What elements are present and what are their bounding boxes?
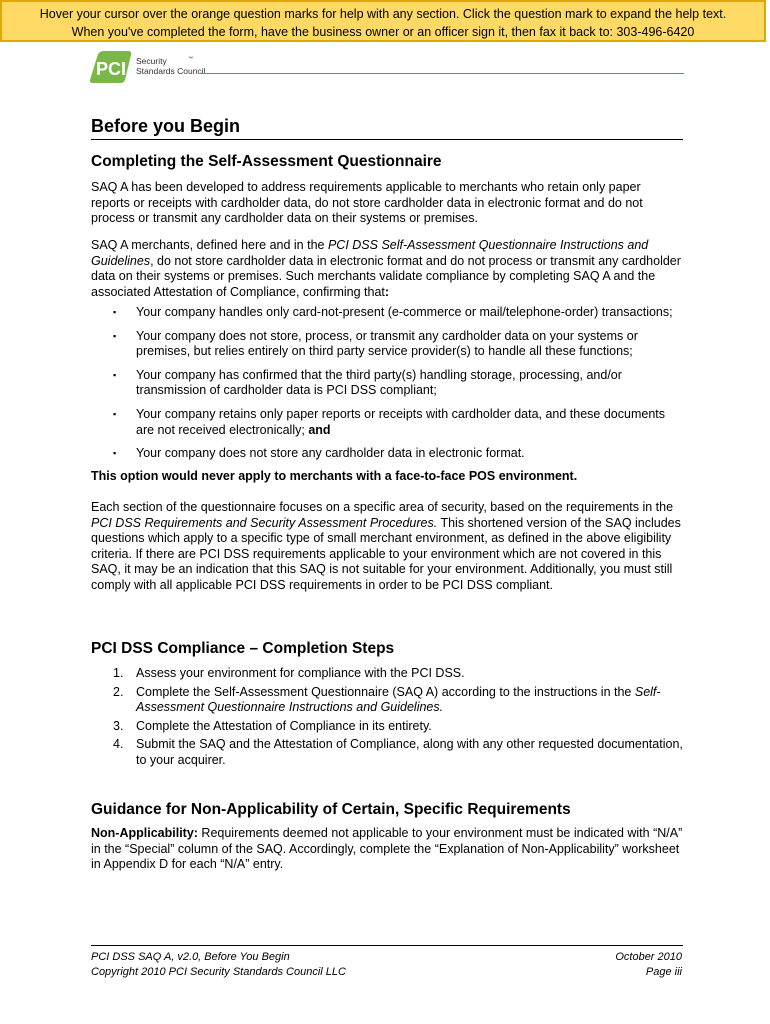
para3-italic: PCI DSS Requirements and Security Assessment Procedures. — [91, 515, 438, 530]
step-number: 2. — [113, 684, 124, 699]
section-heading-completion-steps: PCI DSS Compliance – Completion Steps — [91, 640, 395, 657]
footer-right — [480, 950, 682, 980]
list-item — [91, 719, 683, 735]
logo-line1: Security — [136, 56, 167, 66]
list-item — [91, 305, 683, 321]
step-text: Assess your environment for compliance with the PCI DSS. — [136, 666, 465, 680]
paragraph-non-applicability — [91, 826, 683, 873]
logo-mark: PCI — [96, 59, 127, 79]
paragraph-sections-overview — [91, 500, 683, 594]
logo-line2: Standards Council — [136, 66, 206, 76]
eligibility-list — [91, 305, 683, 470]
list-item — [91, 737, 683, 768]
paragraph-saq-a-merchants — [91, 238, 683, 300]
list-item — [91, 329, 683, 360]
footer-left — [91, 950, 346, 980]
para2-italic: PCI DSS Self-Assessment Questionnaire Instructions and Guidelines — [91, 238, 649, 268]
logo-tm: ™ — [188, 56, 193, 62]
step-number: 4. — [113, 737, 124, 752]
footer-doc-title: PCI DSS SAQ A, v2.0, Before You Begin — [91, 951, 290, 963]
pci-logo — [88, 50, 206, 84]
list-item-bold-and: and — [308, 422, 331, 437]
list-item-text: Your company has confirmed that the third party(s) handling storage, processing, and/or transmission of cardholder data is PCI DSS compliant; — [136, 367, 622, 398]
bullet-mark: ▪ — [113, 307, 117, 317]
step-italic: Self-Assessment Questionnaire Instructions and Guidelines. — [136, 684, 661, 715]
help-banner-line1: Hover your cursor over the orange question marks for help with any section. Click the question mark to expand the help text. — [39, 7, 727, 21]
step-text: Complete the Attestation of Compliance in its entirety. — [136, 718, 432, 733]
list-item — [91, 368, 683, 399]
para3-text-2: This shortened version of the SAQ includes questions which apply to a specific type of small merchant environment, as defined in the above eligibility criteria. If there are PCI DSS requirements applicable to your environment which are not covered in this SAQ, it may be an indication that this SAQ is not suitable for your environment. Additionally, you must still comply with all applicable PCI DSS requirements in order to be PCI DSS compliant. — [91, 515, 681, 592]
list-item-text: Your company retains only paper reports or receipts with cardholder data, and these documents are not received electronically; — [136, 406, 666, 437]
list-item-text: Your company handles only card-not-present (e-commerce or mail/telephone-order) transactions; — [136, 305, 673, 319]
footer-date: October 2010 — [615, 951, 682, 963]
bullet-mark: ▪ — [113, 408, 117, 419]
step-text: Submit the SAQ and the Attestation of Compliance, along with any other requested documentation, to your acquirer. — [136, 737, 683, 767]
footer-page-number: Page iii — [645, 966, 682, 978]
header-rule — [200, 73, 684, 74]
non-applicability-label: Non-Applicability: — [91, 826, 198, 840]
help-banner — [0, 0, 766, 42]
non-applicability-text: Requirements deemed not applicable to your environment must be indicated with “N/A” in the “Special” column of the SAQ. Accordingly, complete the “Explanation of Non-Applicability” worksheet in Appendix D for each “N/A” entry. — [91, 826, 683, 872]
para2-colon: : — [384, 284, 390, 299]
page-title: Before you Begin — [91, 115, 683, 140]
face-to-face-note: This option would never apply to merchants with a face-to-face POS environment. — [91, 469, 578, 483]
help-banner-line2: When you've completed the form, have the business owner or an officer sign it, then fax it back to: 303-496-6420 — [71, 25, 695, 39]
footer-rule — [91, 945, 683, 946]
list-item — [91, 666, 683, 682]
bullet-mark: ▪ — [113, 330, 117, 341]
footer-copyright: Copyright 2010 PCI Security Standards Council LLC — [91, 966, 346, 978]
completion-steps-list — [91, 666, 683, 772]
section-heading-non-applicability: Guidance for Non-Applicability of Certain, Specific Requirements — [91, 801, 571, 818]
step-text: Complete the Self-Assessment Questionnaire (SAQ A) according to the instructions in the — [136, 684, 635, 699]
list-item — [91, 685, 683, 716]
bullet-mark: ▪ — [113, 448, 117, 459]
paragraph-saq-a-intro: SAQ A has been developed to address requirements applicable to merchants who retain only paper reports or receipts with cardholder data, do not store cardholder data in electronic format and do not process or transmit any cardholder data on their systems or premises. — [91, 180, 643, 226]
list-item — [91, 407, 683, 438]
para2-text-2: , do not store cardholder data in electronic format and do not process or transmit any cardholder data on their systems or premises. Such merchants validate compliance by completing SAQ A and the associated Attestation of Compliance, confirming that — [91, 253, 681, 299]
list-item-text: Your company does not store, process, or transmit any cardholder data on your systems or premises, but relies entirely on third party service provider(s) to handle all these functions; — [136, 328, 638, 359]
para2-text-1: SAQ A merchants, defined here and in the — [91, 238, 328, 252]
bullet-mark: ▪ — [113, 369, 117, 380]
section-heading-completing: Completing the Self-Assessment Questionnaire — [91, 153, 442, 170]
list-item-text: Your company does not store any cardholder data in electronic format. — [136, 446, 525, 461]
list-item — [91, 446, 683, 462]
step-number: 1. — [113, 666, 124, 680]
step-number: 3. — [113, 718, 124, 733]
para3-text-1: Each section of the questionnaire focuses on a specific area of security, based on the requirements in the — [91, 500, 674, 514]
